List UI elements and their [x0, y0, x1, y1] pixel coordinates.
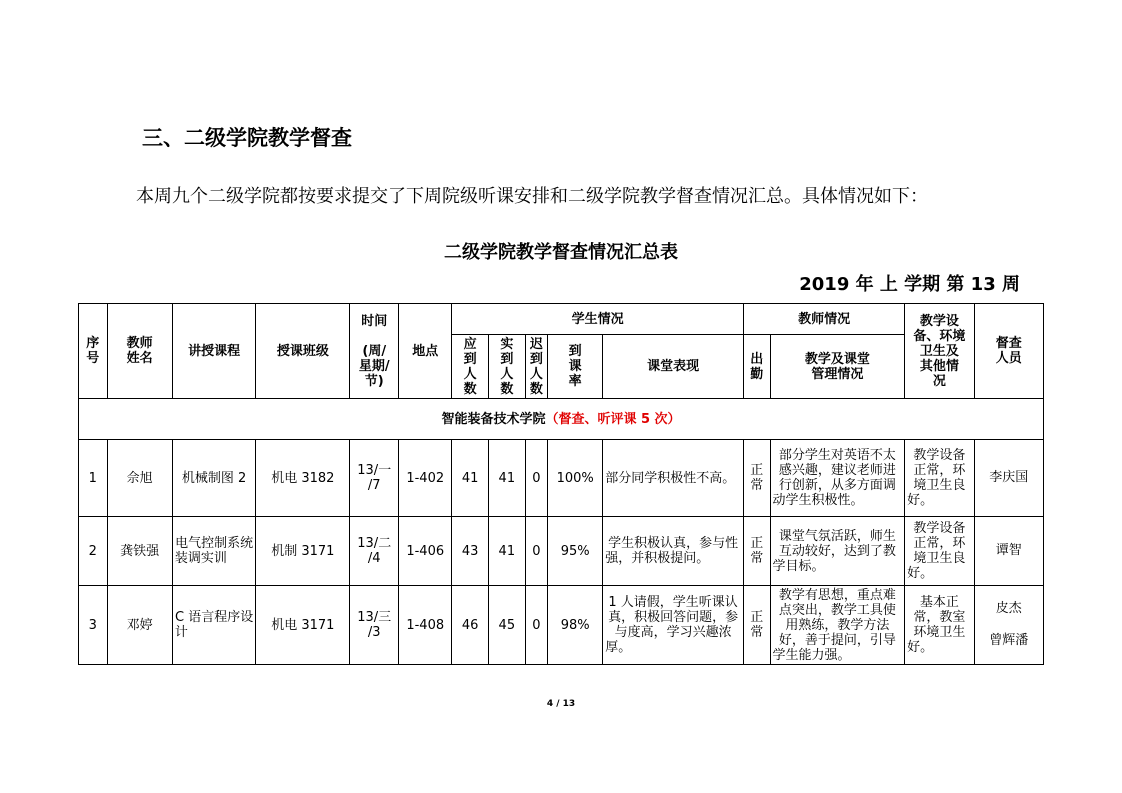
- header-rate: 到 课 率: [548, 335, 603, 399]
- cell-performance: 部分同学积极性不高。: [603, 440, 744, 517]
- page-number: 4 / 13: [546, 699, 576, 709]
- cell-class: 机制 3171: [256, 517, 350, 586]
- cell-rate: 98%: [548, 586, 603, 665]
- cell-actual: 41: [488, 517, 525, 586]
- table-row: [79, 440, 1044, 517]
- college-row: [79, 399, 1044, 440]
- table-row: [79, 586, 1044, 665]
- intro-paragraph: 本周九个二级学院都按要求提交了下周院级听课安排和二级学院教学督查情况汇总。具体情况如下：: [136, 186, 928, 207]
- header-teacher: 教师 姓名: [107, 304, 172, 399]
- table-title: 二级学院教学督查情况汇总表: [444, 242, 678, 263]
- header-actual: 实 到 人 数: [488, 335, 525, 399]
- cell-performance: 1 人请假，学生听课认真，积极回答问题，参与度高，学习兴趣浓厚。: [603, 586, 744, 665]
- cell-late: 0: [525, 586, 547, 665]
- cell-teacher: 龚铁强: [107, 517, 172, 586]
- inspector-name: 皮杰: [995, 601, 1022, 616]
- cell-inspector: [974, 517, 1043, 586]
- header-place: 地点: [399, 304, 452, 399]
- cell-place: 1-402: [399, 440, 452, 517]
- cell-management: 课堂气氛活跃，师生互动较好，达到了教学目标。: [770, 517, 905, 586]
- table-header: [79, 304, 1044, 399]
- cell-seq: 1: [79, 440, 108, 517]
- header-course: 讲授课程: [172, 304, 256, 399]
- cell-actual: 45: [488, 586, 525, 665]
- cell-actual: 41: [488, 440, 525, 517]
- cell-late: 0: [525, 517, 547, 586]
- cell-seq: 3: [79, 586, 108, 665]
- cell-facility: 基本正常，教室环境卫生好。: [905, 586, 974, 665]
- inspector-name: 谭智: [995, 543, 1022, 558]
- header-teacher-group: 教师情况: [744, 304, 905, 335]
- header-attendance: 出 勤: [744, 335, 771, 399]
- college-note: （督查、听评课 5 次）: [545, 411, 681, 427]
- section-heading: 三、二级学院教学督查: [142, 126, 352, 150]
- supervision-table: [78, 303, 1044, 665]
- term-label: 2019 年 上 学期 第 13 周: [799, 274, 1020, 295]
- cell-course: 机械制图 2: [172, 440, 256, 517]
- cell-management: 教学有思想，重点难点突出，教学工具使用熟练，教学方法好，善于提问，引导学生能力强。: [770, 586, 905, 665]
- cell-teacher: 邓婷: [107, 586, 172, 665]
- cell-course: 电气控制系统装调实训: [172, 517, 256, 586]
- cell-attendance: 正 常: [744, 440, 771, 517]
- header-management: 教学及课堂 管理情况: [770, 335, 905, 399]
- header-late: 迟 到 人 数: [525, 335, 547, 399]
- cell-facility: 教学设备正常，环境卫生良好。: [905, 517, 974, 586]
- header-time: 时间 (周/ 星期/ 节): [350, 304, 399, 399]
- cell-place: 1-406: [399, 517, 452, 586]
- header-facility: 教学设 备、环境 卫生及 其他情 况: [905, 304, 974, 399]
- cell-class: 机电 3182: [256, 440, 350, 517]
- cell-teacher: 佘旭: [107, 440, 172, 517]
- header-class: 授课班级: [256, 304, 350, 399]
- header-inspector: 督查 人员: [974, 304, 1043, 399]
- cell-time: 13/二 /4: [350, 517, 399, 586]
- cell-time: 13/一 /7: [350, 440, 399, 517]
- cell-seq: 2: [79, 517, 108, 586]
- cell-rate: 100%: [548, 440, 603, 517]
- college-name: 智能装备技术学院: [441, 411, 546, 427]
- cell-rate: 95%: [548, 517, 603, 586]
- cell-attendance: 正 常: [744, 586, 771, 665]
- cell-attendance: 正 常: [744, 517, 771, 586]
- cell-management: 部分学生对英语不太感兴趣，建议老师进行创新，从多方面调动学生积极性。: [770, 440, 905, 517]
- cell-place: 1-408: [399, 586, 452, 665]
- cell-inspector: [974, 586, 1043, 665]
- cell-late: 0: [525, 440, 547, 517]
- table-row: [79, 517, 1044, 586]
- header-performance: 课堂表现: [603, 335, 744, 399]
- cell-due: 46: [452, 586, 489, 665]
- cell-facility: 教学设备正常，环境卫生良好。: [905, 440, 974, 517]
- inspector-name: 曾辉潘: [989, 633, 1029, 648]
- cell-inspector: [974, 440, 1043, 517]
- cell-time: 13/三 /3: [350, 586, 399, 665]
- cell-due: 43: [452, 517, 489, 586]
- cell-class: 机电 3171: [256, 586, 350, 665]
- cell-course: C 语言程序设计: [172, 586, 256, 665]
- inspector-name: 李庆国: [989, 470, 1029, 485]
- header-due: 应 到 人 数: [452, 335, 489, 399]
- cell-performance: 学生积极认真，参与性强，并积极提问。: [603, 517, 744, 586]
- cell-due: 41: [452, 440, 489, 517]
- header-student-group: 学生情况: [452, 304, 744, 335]
- header-seq: 序 号: [79, 304, 108, 399]
